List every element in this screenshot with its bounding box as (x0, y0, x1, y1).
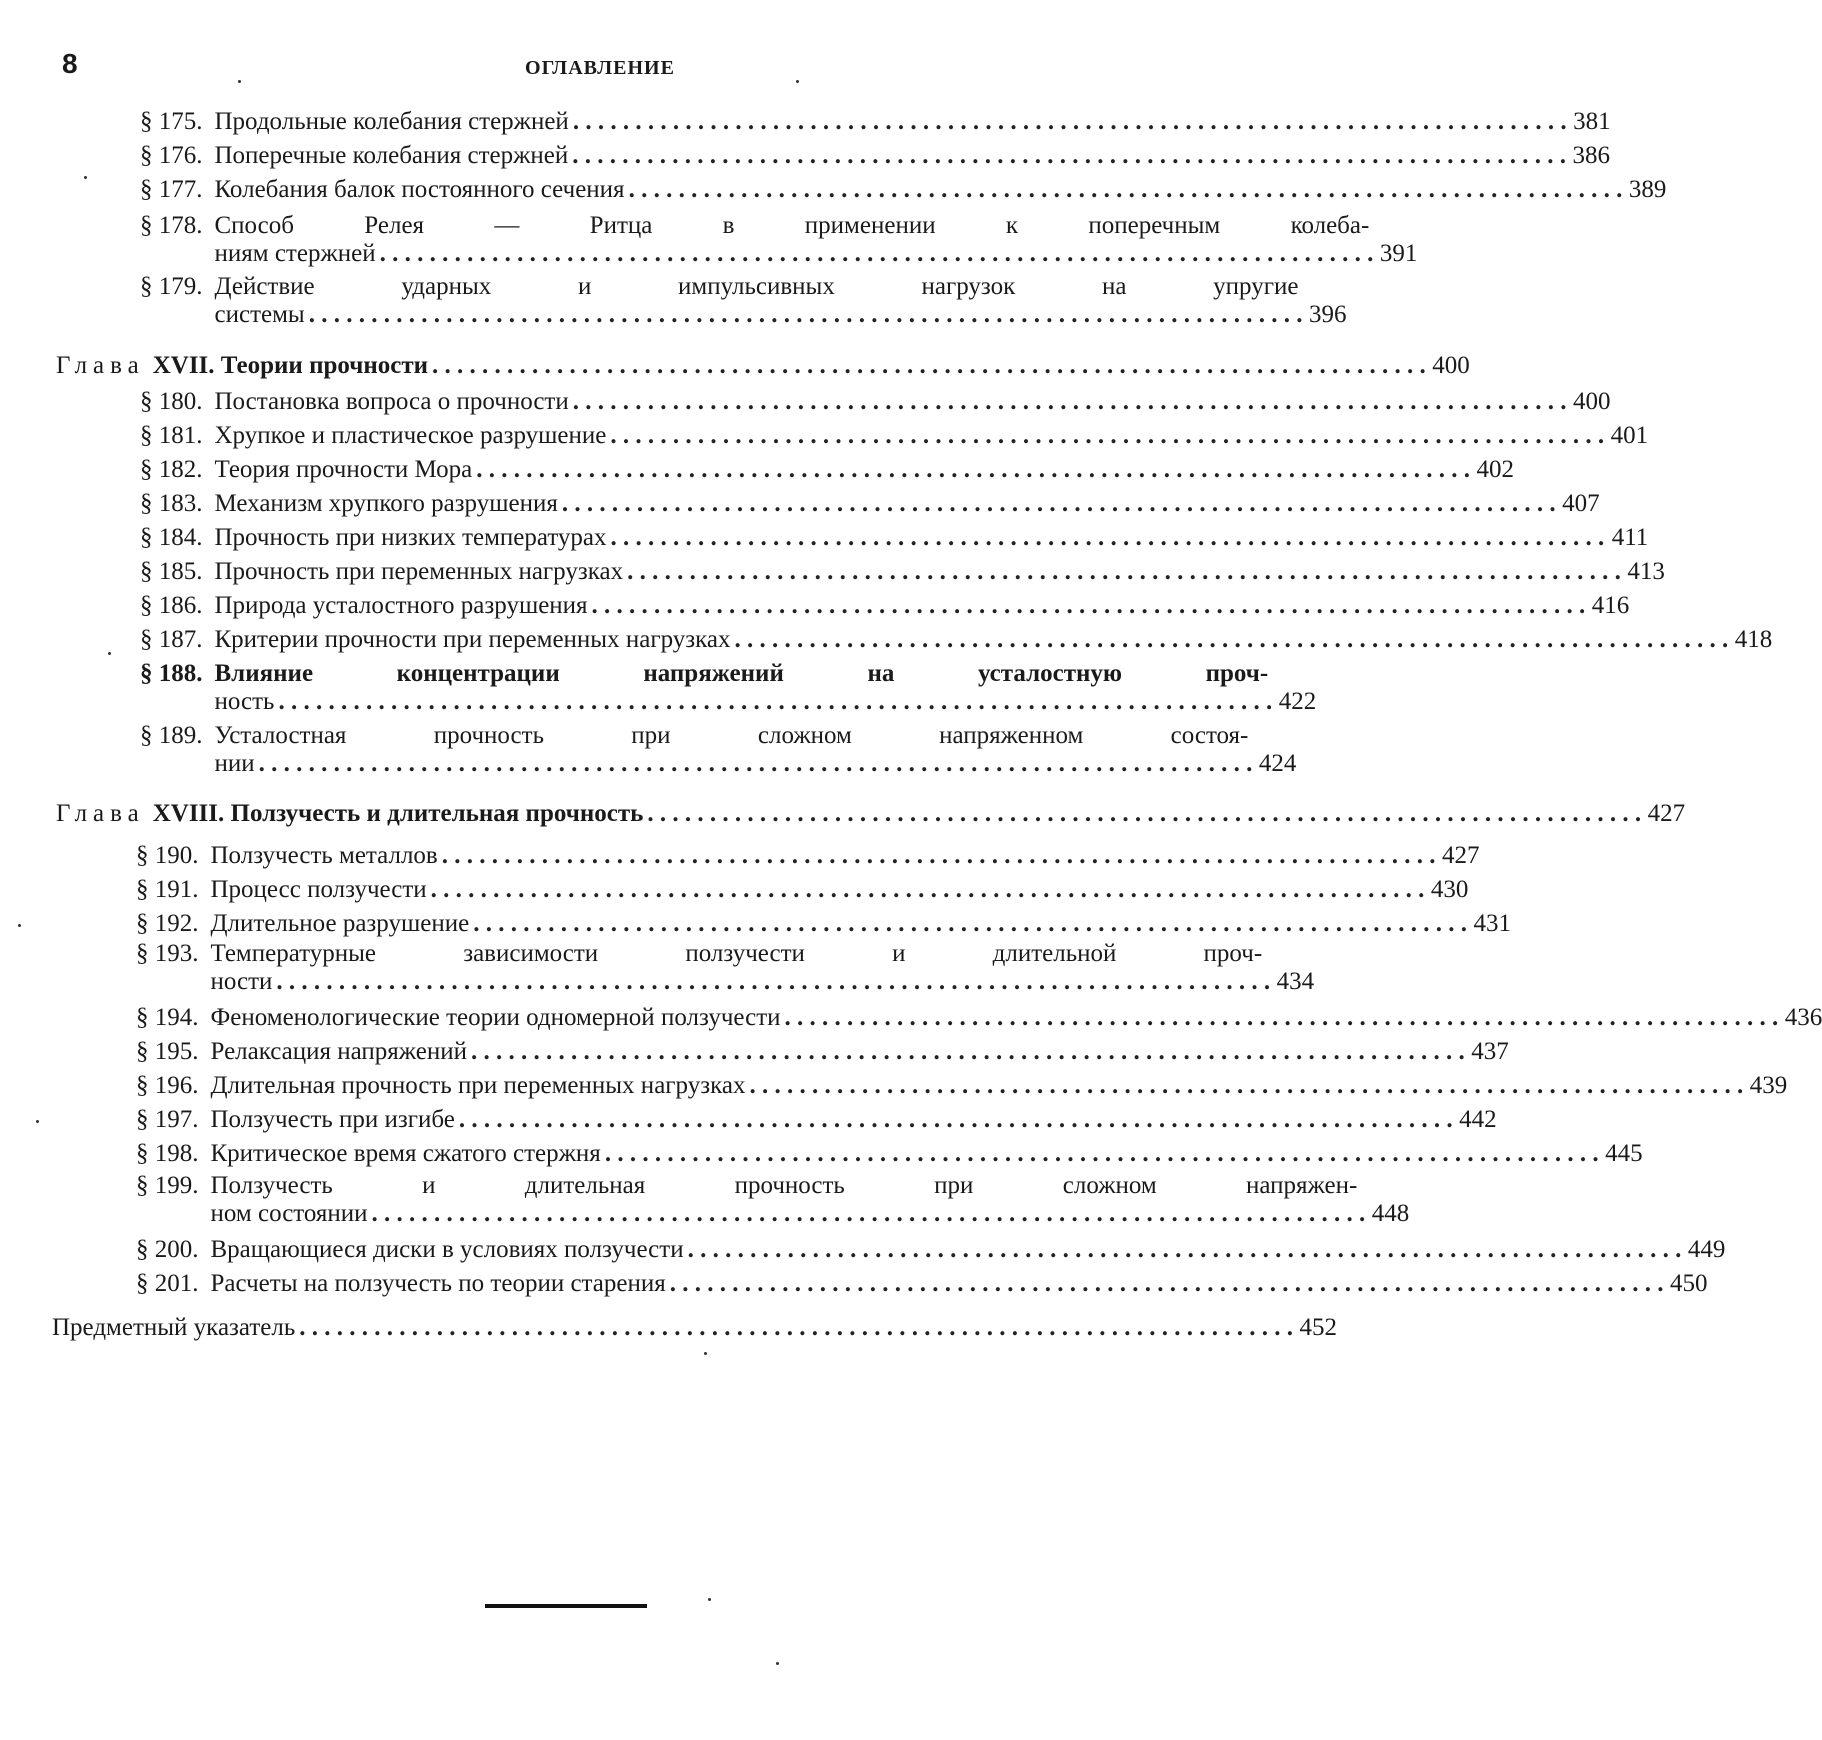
toc-entry (140, 558, 1665, 586)
toc-entry (136, 1236, 1726, 1264)
dot-leader (605, 1140, 1599, 1168)
section-number: § 179. (140, 273, 203, 300)
page-reference: 400 (1432, 352, 1470, 379)
dot-leader (627, 558, 1621, 586)
page-reference: 442 (1459, 1106, 1497, 1133)
dot-leader (372, 1200, 1366, 1228)
section-title-continuation: системы (214, 301, 305, 328)
page-reference: 434 (1276, 968, 1315, 995)
toc-entry (140, 722, 1297, 778)
dot-leader (610, 422, 1604, 450)
section-title-continuation: ном состоянии (210, 1200, 368, 1227)
dot-leader (611, 524, 1605, 552)
section-title: Феноменологические теории одномерной ползучести (210, 1004, 781, 1031)
section-number: § 182. (140, 456, 203, 483)
print-speck (108, 652, 111, 655)
section-number: § 183. (140, 490, 203, 517)
page-reference: 401 (1610, 422, 1649, 449)
toc-entry (140, 524, 1649, 552)
section-number: § 186. (140, 592, 203, 619)
dot-leader (299, 1314, 1293, 1342)
dot-leader (749, 1072, 1743, 1100)
dot-leader (278, 688, 1272, 716)
running-title: ОГЛАВЛЕНИЕ (525, 57, 675, 79)
chapter-label: Глава (56, 800, 145, 827)
section-title: Колебания балок постоянного сечения (214, 176, 625, 203)
section-title: Процесс ползучести (210, 876, 427, 903)
section-title: Влияние концентрации напряжений на усталостную проч- (214, 660, 1269, 687)
section-title: Способ Релея — Ритца в применении к поперечным колеба- (214, 212, 1370, 239)
section-number: § 194. (136, 1004, 199, 1031)
section-title: Механизм хрупкого разрушения (214, 490, 558, 517)
section-title: Ползучесть при изгибе (210, 1106, 455, 1133)
section-title: Ползучесть и длительная прочность при сложном напряжен- (210, 1172, 1358, 1199)
chapter-entry (56, 352, 1470, 380)
chapter-title: XVII. Теории прочности (152, 352, 429, 379)
page-reference: 436 (1784, 1004, 1822, 1031)
page-number: 8 (62, 48, 78, 79)
page-reference: 439 (1749, 1072, 1788, 1099)
dot-leader (785, 1004, 1779, 1032)
dot-leader (573, 108, 1567, 136)
section-number: § 192. (136, 910, 199, 937)
page-reference: 437 (1471, 1038, 1509, 1065)
dot-leader (592, 592, 1586, 620)
section-title: Природа усталостного разрушения (214, 592, 588, 619)
dot-leader (471, 1038, 1465, 1066)
toc-entry (136, 1270, 1708, 1298)
toc-entry (136, 1140, 1643, 1168)
index-title: Предметный указатель (52, 1314, 296, 1341)
section-title-continuation: ности (210, 968, 273, 995)
section-number: § 187. (140, 626, 203, 653)
page-reference: 411 (1611, 524, 1649, 551)
page-reference: 386 (1572, 142, 1611, 169)
section-number: § 193. (136, 940, 199, 967)
page-reference: 422 (1278, 688, 1317, 715)
section-title: Хрупкое и пластическое разрушение (214, 422, 607, 449)
dot-leader (629, 176, 1623, 204)
section-number: § 185. (140, 558, 203, 585)
section-number: § 191. (136, 876, 199, 903)
dot-leader (573, 388, 1567, 416)
print-speck (704, 1352, 707, 1355)
print-speck (36, 1120, 39, 1123)
toc-entry (140, 388, 1611, 416)
section-number: § 190. (136, 842, 199, 869)
dot-leader (259, 750, 1253, 778)
section-number: § 198. (136, 1140, 199, 1167)
chapter-entry (56, 800, 1686, 828)
page-reference: 427 (1441, 842, 1480, 869)
section-title: Расчеты на ползучесть по теории старения (210, 1270, 666, 1297)
chapter-title: XVIII. Ползучесть и длительная прочность (152, 800, 644, 827)
page-reference: 402 (1476, 456, 1514, 483)
page-reference: 450 (1670, 1270, 1708, 1297)
page-reference: 448 (1371, 1200, 1410, 1227)
page-reference: 431 (1473, 910, 1511, 937)
dot-leader (562, 490, 1556, 518)
section-title: Релаксация напряжений (210, 1038, 467, 1065)
dot-leader (309, 301, 1303, 329)
toc-entry (140, 626, 1773, 654)
section-number: § 180. (140, 388, 203, 415)
section-title: Длительная прочность при переменных нагрузках (210, 1072, 746, 1099)
dot-leader (473, 910, 1467, 938)
section-number: § 197. (136, 1106, 199, 1133)
toc-entry (140, 212, 1418, 268)
print-speck (84, 176, 87, 179)
dot-leader (572, 142, 1566, 170)
page-reference: 396 (1308, 301, 1347, 328)
page-reference: 445 (1605, 1140, 1643, 1167)
print-speck (238, 80, 241, 83)
toc-entry (136, 1038, 1509, 1066)
chapter-label: Глава (56, 352, 145, 379)
page-reference: 381 (1573, 108, 1611, 135)
section-number: § 196. (136, 1072, 199, 1099)
print-speck (18, 924, 21, 927)
print-speck (796, 80, 799, 83)
print-speck (708, 1598, 711, 1601)
page-reference: 418 (1734, 626, 1773, 653)
section-title: Продольные колебания стержней (214, 108, 569, 135)
toc-entry (136, 940, 1315, 996)
section-number: § 201. (136, 1270, 199, 1297)
section-number: § 181. (140, 422, 203, 449)
toc-entry (140, 660, 1317, 716)
toc-entry (140, 490, 1600, 518)
section-number: § 175. (140, 108, 203, 135)
toc-entry (136, 1004, 1822, 1032)
section-title: Прочность при переменных нагрузках (214, 558, 624, 585)
section-title: Усталостная прочность при сложном напряженном состоя- (214, 722, 1249, 749)
section-title-continuation: нии (214, 750, 255, 777)
dot-leader (442, 842, 1436, 870)
toc-entry (140, 592, 1630, 620)
page-reference: 413 (1627, 558, 1665, 585)
toc-entry (140, 108, 1611, 136)
page-reference: 452 (1299, 1314, 1338, 1341)
page-reference: 424 (1258, 750, 1297, 777)
toc-entry (136, 876, 1469, 904)
page-reference: 430 (1430, 876, 1469, 903)
page-reference: 449 (1687, 1236, 1726, 1263)
print-speck (776, 1662, 779, 1665)
page-reference: 400 (1573, 388, 1611, 415)
dot-leader (431, 876, 1425, 904)
section-title: Вращающиеся диски в условиях ползучести (210, 1236, 684, 1263)
section-number: § 199. (136, 1172, 199, 1199)
closing-rule (485, 1604, 647, 1608)
section-number: § 177. (140, 176, 203, 203)
dot-leader (670, 1270, 1664, 1298)
toc-entry (136, 910, 1511, 938)
page-reference: 407 (1562, 490, 1600, 517)
section-title-continuation: ниям стержней (214, 240, 376, 267)
section-number: § 195. (136, 1038, 199, 1065)
page-reference: 427 (1647, 800, 1686, 827)
dot-leader (734, 626, 1728, 654)
section-number: § 189. (140, 722, 203, 749)
section-title: Длительное разрушение (210, 910, 470, 937)
dot-leader (688, 1236, 1682, 1264)
dot-leader (459, 1106, 1453, 1134)
toc-entry (140, 176, 1667, 204)
toc-entry (136, 1072, 1788, 1100)
dot-leader (276, 968, 1270, 996)
page-reference: 389 (1628, 176, 1667, 203)
toc-entry (140, 456, 1514, 484)
section-title: Температурные зависимости ползучести и длительной проч- (210, 940, 1263, 967)
section-title: Ползучесть металлов (210, 842, 438, 869)
section-number: § 184. (140, 524, 203, 551)
dot-leader (432, 352, 1426, 380)
section-number: § 178. (140, 212, 203, 239)
dot-leader (647, 800, 1641, 828)
page-reference: 391 (1379, 240, 1418, 267)
section-title: Критическое время сжатого стержня (210, 1140, 601, 1167)
dot-leader (476, 456, 1470, 484)
section-title: Действие ударных и импульсивных нагрузок на упругие (214, 273, 1299, 300)
toc-entry (136, 1106, 1497, 1134)
page-reference: 416 (1591, 592, 1630, 619)
toc-entry (140, 273, 1347, 329)
dot-leader (380, 240, 1374, 268)
section-title: Теория прочности Мора (214, 456, 473, 483)
section-number: § 188. (140, 660, 203, 687)
section-number: § 176. (140, 142, 203, 169)
toc-entry (140, 422, 1649, 450)
section-number: § 200. (136, 1236, 199, 1263)
index-entry (52, 1314, 1338, 1342)
toc-entry (136, 1172, 1410, 1228)
section-title-continuation: ность (214, 688, 275, 715)
section-title: Постановка вопроса о прочности (214, 388, 569, 415)
section-title: Критерии прочности при переменных нагрузках (214, 626, 731, 653)
toc-entry (136, 842, 1480, 870)
section-title: Поперечные колебания стержней (214, 142, 569, 169)
toc-entry (140, 142, 1611, 170)
section-title: Прочность при низких температурах (214, 524, 607, 551)
